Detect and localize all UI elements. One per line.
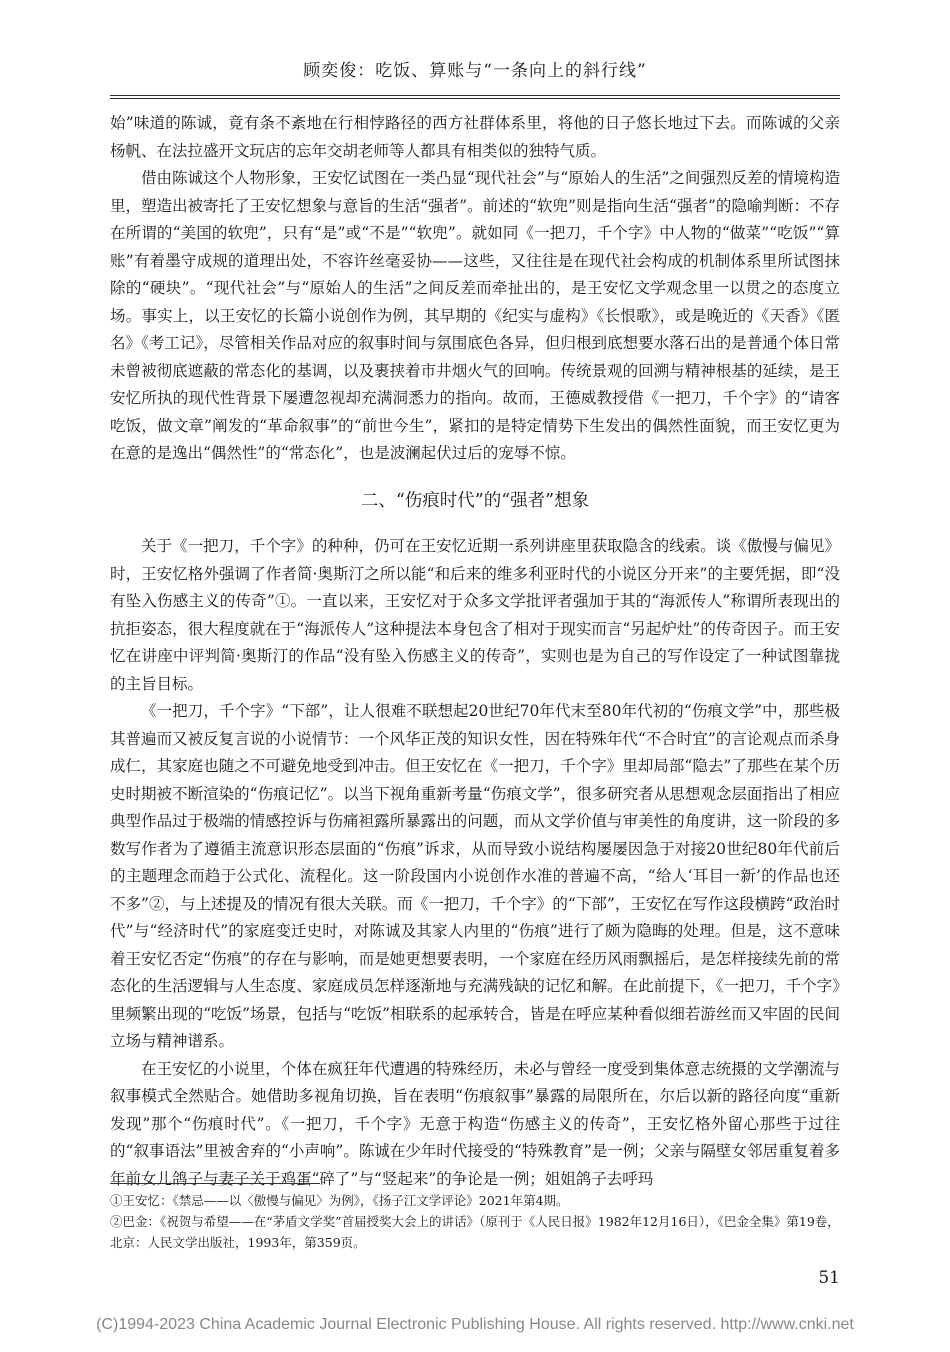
body-paragraph-5: 在王安忆的小说里，个体在疯狂年代遭遇的特殊经历，未必与曾经一度受到集体意志统摄的文学潮流与叙事模式全然贴合。她借助多视角切换，旨在表明“伤痕叙事”暴露的局限所在，尔后以新的路径向度“重新发现”那个“伤痕时代”。《一把刀，千个字》无意于构造“伤感主义的传奇”，王安忆格外留心那些于过往的“叙事语法”里被舍弃的“小声响”。陈诚在少年时代接受的“特殊教育”是一例；父亲与隔壁女邻居重复着多年前女儿鸽子与妻子关于鸡蛋“碎了”与“竖起来”的争论是一例；姐姐鸽子去呼玛 <box>110 1059 840 1188</box>
header-double-rule <box>110 95 840 99</box>
body-paragraph-2: 借由陈诚这个人物形象，王安忆试图在一类凸显“现代社会”与“原始人的生活”之间强烈反差的情境构造里，塑造出被寄托了王安忆想象与意旨的生活“强者”。前述的“软兜”则是指向生活“强者”的隐喻判断：不存在所谓的“美国的软兜”，只有“是”或“不是”“软兜”。就如同《一把刀，千个字》中人物的“做菜”“吃饭”“算账”有着墨守成规的道理出处，不容许丝毫妥协——这些，又往往是在现代社会构成的机制体系里所试图抹除的“硬块”。“现代社会”与“原始人的生活”之间反差而牵扯出的，是王安忆文学观念里一以贯之的态度立场。事实上，以王安忆的长篇小说创作为例，其早期的《纪实与虚构》《长恨歌》，或是晚近的《天香》《匿名》《考工记》，尽管相关作品对应的叙事时间与氛围底色各异，但归根到底想要水落石出的是普通个体日常未曾被彻底遮蔽的常态化的基调，以及裹挟着市井烟火气的回响。传统景观的回溯与精神根基的延续，是王安忆所执的现代性背景下屡遭忽视却充满洞悉力的指向。故而，王德威教授借《一把刀，千个字》的“请客吃饭，做文章”阐发的“革命叙事”的“前世今生”，紧扣的是特定情势下生发出的偶然性面貌，而王安忆更为在意的是逸出“偶然性”的“常态化”，也是波澜起伏过后的宠辱不惊。 <box>110 169 840 462</box>
footnotes <box>110 1190 840 1253</box>
running-head-title: 顾奕俊：吃饭、算账与“一条向上的斜行线” <box>303 61 647 81</box>
footnote-1: ①王安忆：《禁忌——以〈傲慢与偏见〉为例》，《扬子江文学评论》2021年第4期。 <box>110 1193 569 1208</box>
article-body <box>110 110 840 1193</box>
footnote-rule <box>110 1183 320 1184</box>
footnote-2: ②巴金：《祝贺与希望——在“茅盾文学奖”首届授奖大会上的讲话》（原刊于《人民日报》1982年12月16日），《巴金全集》第19卷，北京：人民文学出版社，1993年，第359页。 <box>110 1214 840 1250</box>
section-heading: 二、“伤痕时代”的“强者”想象 <box>360 490 590 511</box>
body-paragraph-1: 始”味道的陈诚，竟有条不紊地在行相悖路径的西方社群体系里，将他的日子悠长地过下去。而陈诚的父亲杨帆、在法拉盛开文玩店的忘年交胡老师等人都具有相类似的独特气质。 <box>110 114 840 160</box>
body-paragraph-4: 《一把刀，千个字》“下部”，让人很难不联想起20世纪70年代末至80年代初的“伤痕文学”中，那些极其普遍而又被反复言说的小说情节：一个风华正茂的知识女性，因在特殊年代“不合时宜”的言论观点而杀身成仁，其家庭也随之不可避免地受到冲击。但王安忆在《一把刀，千个字》里却局部“隐去”了那些在某个历史时期被不断渲染的“伤痕记忆”。以当下视角重新考量“伤痕文学”，很多研究者从思想观念层面指出了相应典型作品过于极端的情感控诉与伤痛袒露所暴露出的问题，而从文学价值与审美性的角度讲，这一阶段的多数写作者为了遵循主流意识形态层面的“伤痕”诉求，从而导致小说结构屡屡因急于对接20世纪80年代前后的主题理念而趋于公式化、流程化。这一阶段国内小说创作水准的普遍不高，“给人‘耳目一新’的作品也还不多”②，与上述提及的情况有很大关联。而《一把刀，千个字》的“下部”，王安忆在写作这段横跨“政治时代”与“经济时代”的家庭变迁史时，对陈诚及其家人内里的“伤痕”进行了颇为隐晦的处理。但是，这不意味着王安忆否定“伤痕”的存在与影响，而是她更想要表明，一个家庭在经历风雨飘摇后，是怎样接续先前的常态化的生活逻辑与人生态度、家庭成员怎样逐渐地与充满残缺的记忆和解。在此前提下，《一把刀，千个字》里频繁出现的“吃饭”场景，包括与“吃饭”相联系的起承转合，皆是在呼应某种看似细若游丝而又牢固的民间立场与精神谱系。 <box>110 702 840 1050</box>
copyright-notice: (C)1994-2023 China Academic Journal Electronic Publishing House. All rights reserved. http://www.cnki.net <box>96 1316 854 1333</box>
body-paragraph-3: 关于《一把刀，千个字》的种种，仍可在王安忆近期一系列讲座里获取隐含的线索。谈《傲慢与偏见》时，王安忆格外强调了作者简·奥斯汀之所以能“和后来的维多利亚时代的小说区分开来”的主要凭据，即“没有坠入伤感主义的传奇”①。一直以来，王安忆对于众多文学批评者强加于其的“海派传人”称谓所表现出的抗拒姿态，很大程度就在于“海派传人”这种提法本身包含了相对于现实而言“另起炉灶”的传奇因子。而王安忆在讲座中评判简·奥斯汀的作品“没有坠入伤感主义的传奇”，实则也是为自己的写作设定了一种试图靠拢的主旨目标。 <box>110 537 840 693</box>
page-number: 51 <box>818 1268 840 1288</box>
